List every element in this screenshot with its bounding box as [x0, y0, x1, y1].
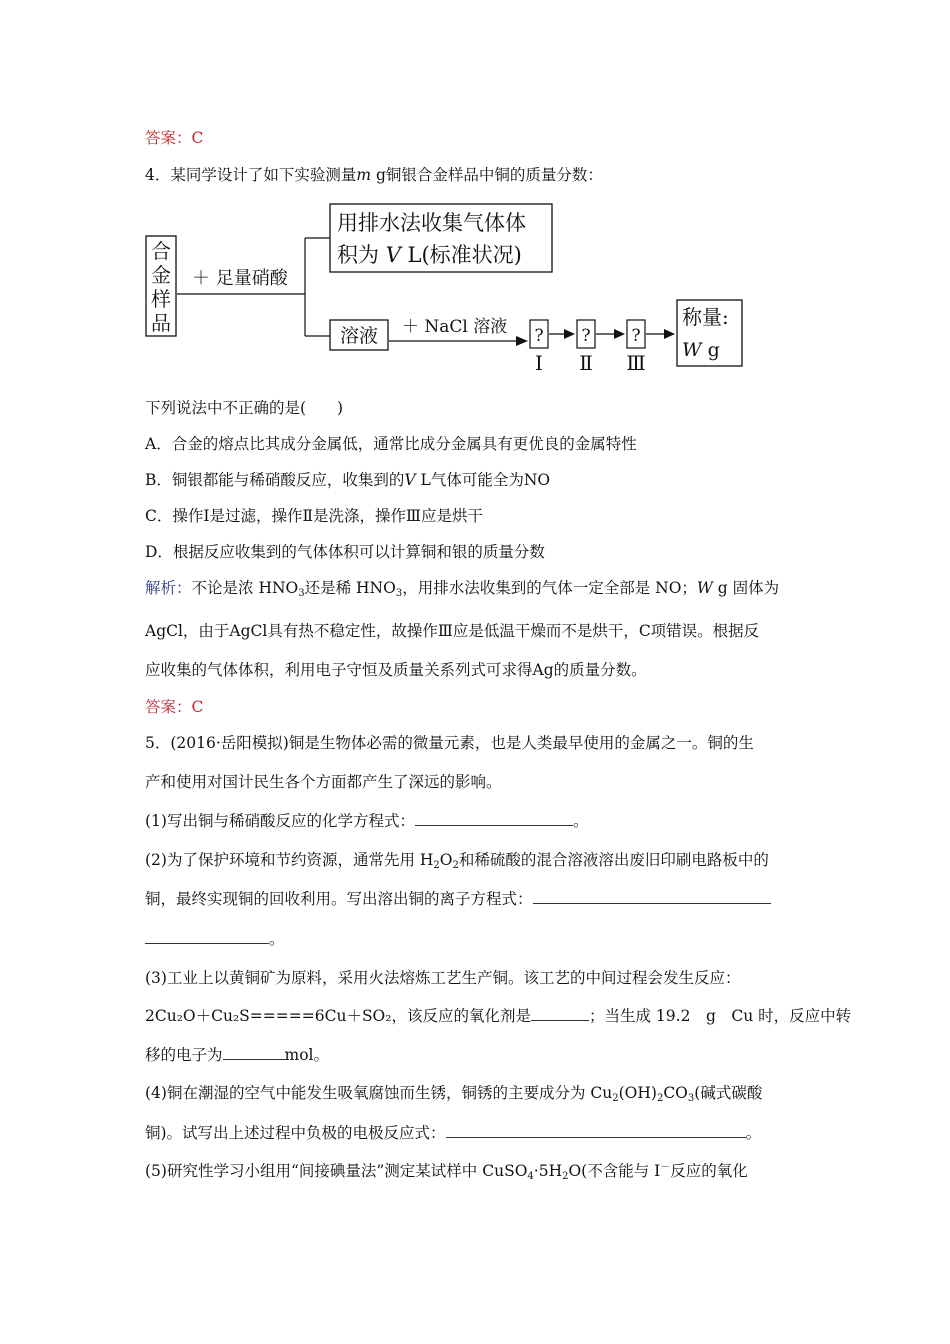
q5-part4-line2: 铜)。试写出上述过程中负极的电极反应式： 。: [145, 1124, 762, 1142]
alloy-char: 样: [151, 287, 171, 311]
weigh-line1: 称量:: [682, 305, 729, 329]
answer-blank[interactable]: [145, 929, 269, 944]
q5-part1: (1)写出铜与稀硝酸反应的化学方程式： 。: [145, 812, 589, 830]
q5-part2-line1: (2)为了保护环境和节约资源，通常先用 $H_2O_2$和稀硫酸的混合溶液溶出废旧印刷电路板中的: [145, 851, 769, 871]
analysis-line3: 应收集的气体体积，利用电子守恒及质量关系列式可求得Ag的质量分数。: [145, 661, 647, 679]
q5-part3-line3: 移的电子为 mol。: [145, 1046, 330, 1064]
answer-blank[interactable]: [533, 889, 771, 904]
q3-answer: 答案：C: [145, 129, 204, 147]
alloy-char: 品: [151, 311, 171, 335]
q5-part5-line1: (5)研究性学习小组用“间接碘量法”测定某试样中 $CuSO_4\cdot 5H_2O$(不含能与 I－反应的氧化: [145, 1162, 748, 1182]
q4-question: 下列说法中不正确的是( ): [145, 399, 344, 417]
answer-blank[interactable]: [415, 811, 573, 826]
gas-line1: 用排水法收集气体体: [337, 211, 526, 235]
q5-line2: 产和使用对国计民生各个方面都产生了深远的影响。: [145, 773, 502, 791]
flow-diagram: [140, 198, 760, 378]
step1-label: Ⅰ: [535, 351, 543, 375]
solution-label: 溶液: [339, 325, 379, 347]
q5-part3-line1: (3)工业上以黄铜矿为原料，采用火法熔炼工艺生产铜。该工艺的中间过程会发生反应：: [145, 969, 741, 987]
alloy-char: 合: [151, 239, 171, 263]
step1-unknown: ?: [534, 326, 544, 346]
q5-part2-line3: 。: [145, 929, 285, 949]
q5-line1: 5．(2016·岳阳模拟)铜是生物体必需的微量元素，也是人类最早使用的金属之一。铜的生: [145, 734, 754, 752]
step3-label: Ⅲ: [626, 351, 646, 375]
answer-blank[interactable]: [446, 1123, 746, 1138]
option-d: D．根据反应收集到的气体体积可以计算铜和银的质量分数: [145, 543, 545, 561]
q5-part3-line2: 2Cu₂O＋Cu₂S=====6Cu＋SO₂，该反应的氧化剂是 ；当生成 19.2 g Cu 时，反应中转: [145, 1007, 852, 1025]
analysis-line2: AgCl，由于AgCl具有热不稳定性，故操作Ⅲ应是低温干燥而不是烘干，C项错误。根据反: [145, 622, 760, 640]
nacl-label: ＋ NaCl 溶液: [402, 317, 508, 337]
q4-answer: 答案：C: [145, 698, 204, 716]
reagent-label: ＋ 足量硝酸: [192, 268, 288, 289]
q5-part4-line1: (4)铜在潮湿的空气中能发生吸氧腐蚀而生锈，铜锈的主要成分为 $Cu_2(OH)_2CO_3$(碱式碳酸: [145, 1084, 763, 1104]
answer-blank[interactable]: [531, 1006, 589, 1021]
option-c: C．操作Ⅰ是过滤，操作Ⅱ是洗涤，操作Ⅲ应是烘干: [145, 507, 483, 525]
analysis-line1: 解析：不论是浓 $HNO_3$还是稀 $HNO_3$，用排水法收集到的气体一定全部是 NO；W g 固体为: [145, 579, 780, 599]
weigh-line2: W g: [682, 339, 720, 361]
step2-label: Ⅱ: [579, 351, 593, 375]
option-b: B．铜银都能与稀硝酸反应，收集到的V L气体可能全为NO: [145, 471, 551, 489]
step3-unknown: ?: [631, 326, 641, 346]
step2-unknown: ?: [581, 326, 591, 346]
nacl-arrow-head: [516, 336, 528, 346]
alloy-char: 金: [151, 263, 171, 287]
gas-line2: 积为 V L(标准状况): [337, 243, 522, 267]
q5-part2-line2: 铜，最终实现铜的回收利用。写出溶出铜的离子方程式：: [145, 889, 771, 909]
arrow-2-3-head: [614, 329, 625, 339]
arrow-3-weigh-head: [664, 329, 675, 339]
q4-stem: 4．某同学设计了如下实验测量m g铜银合金样品中铜的质量分数：: [145, 166, 603, 184]
arrow-1-2-head: [564, 329, 575, 339]
answer-blank[interactable]: [223, 1045, 285, 1060]
option-a: A．合金的熔点比其成分金属低，通常比成分金属具有更优良的金属特性: [145, 435, 637, 453]
